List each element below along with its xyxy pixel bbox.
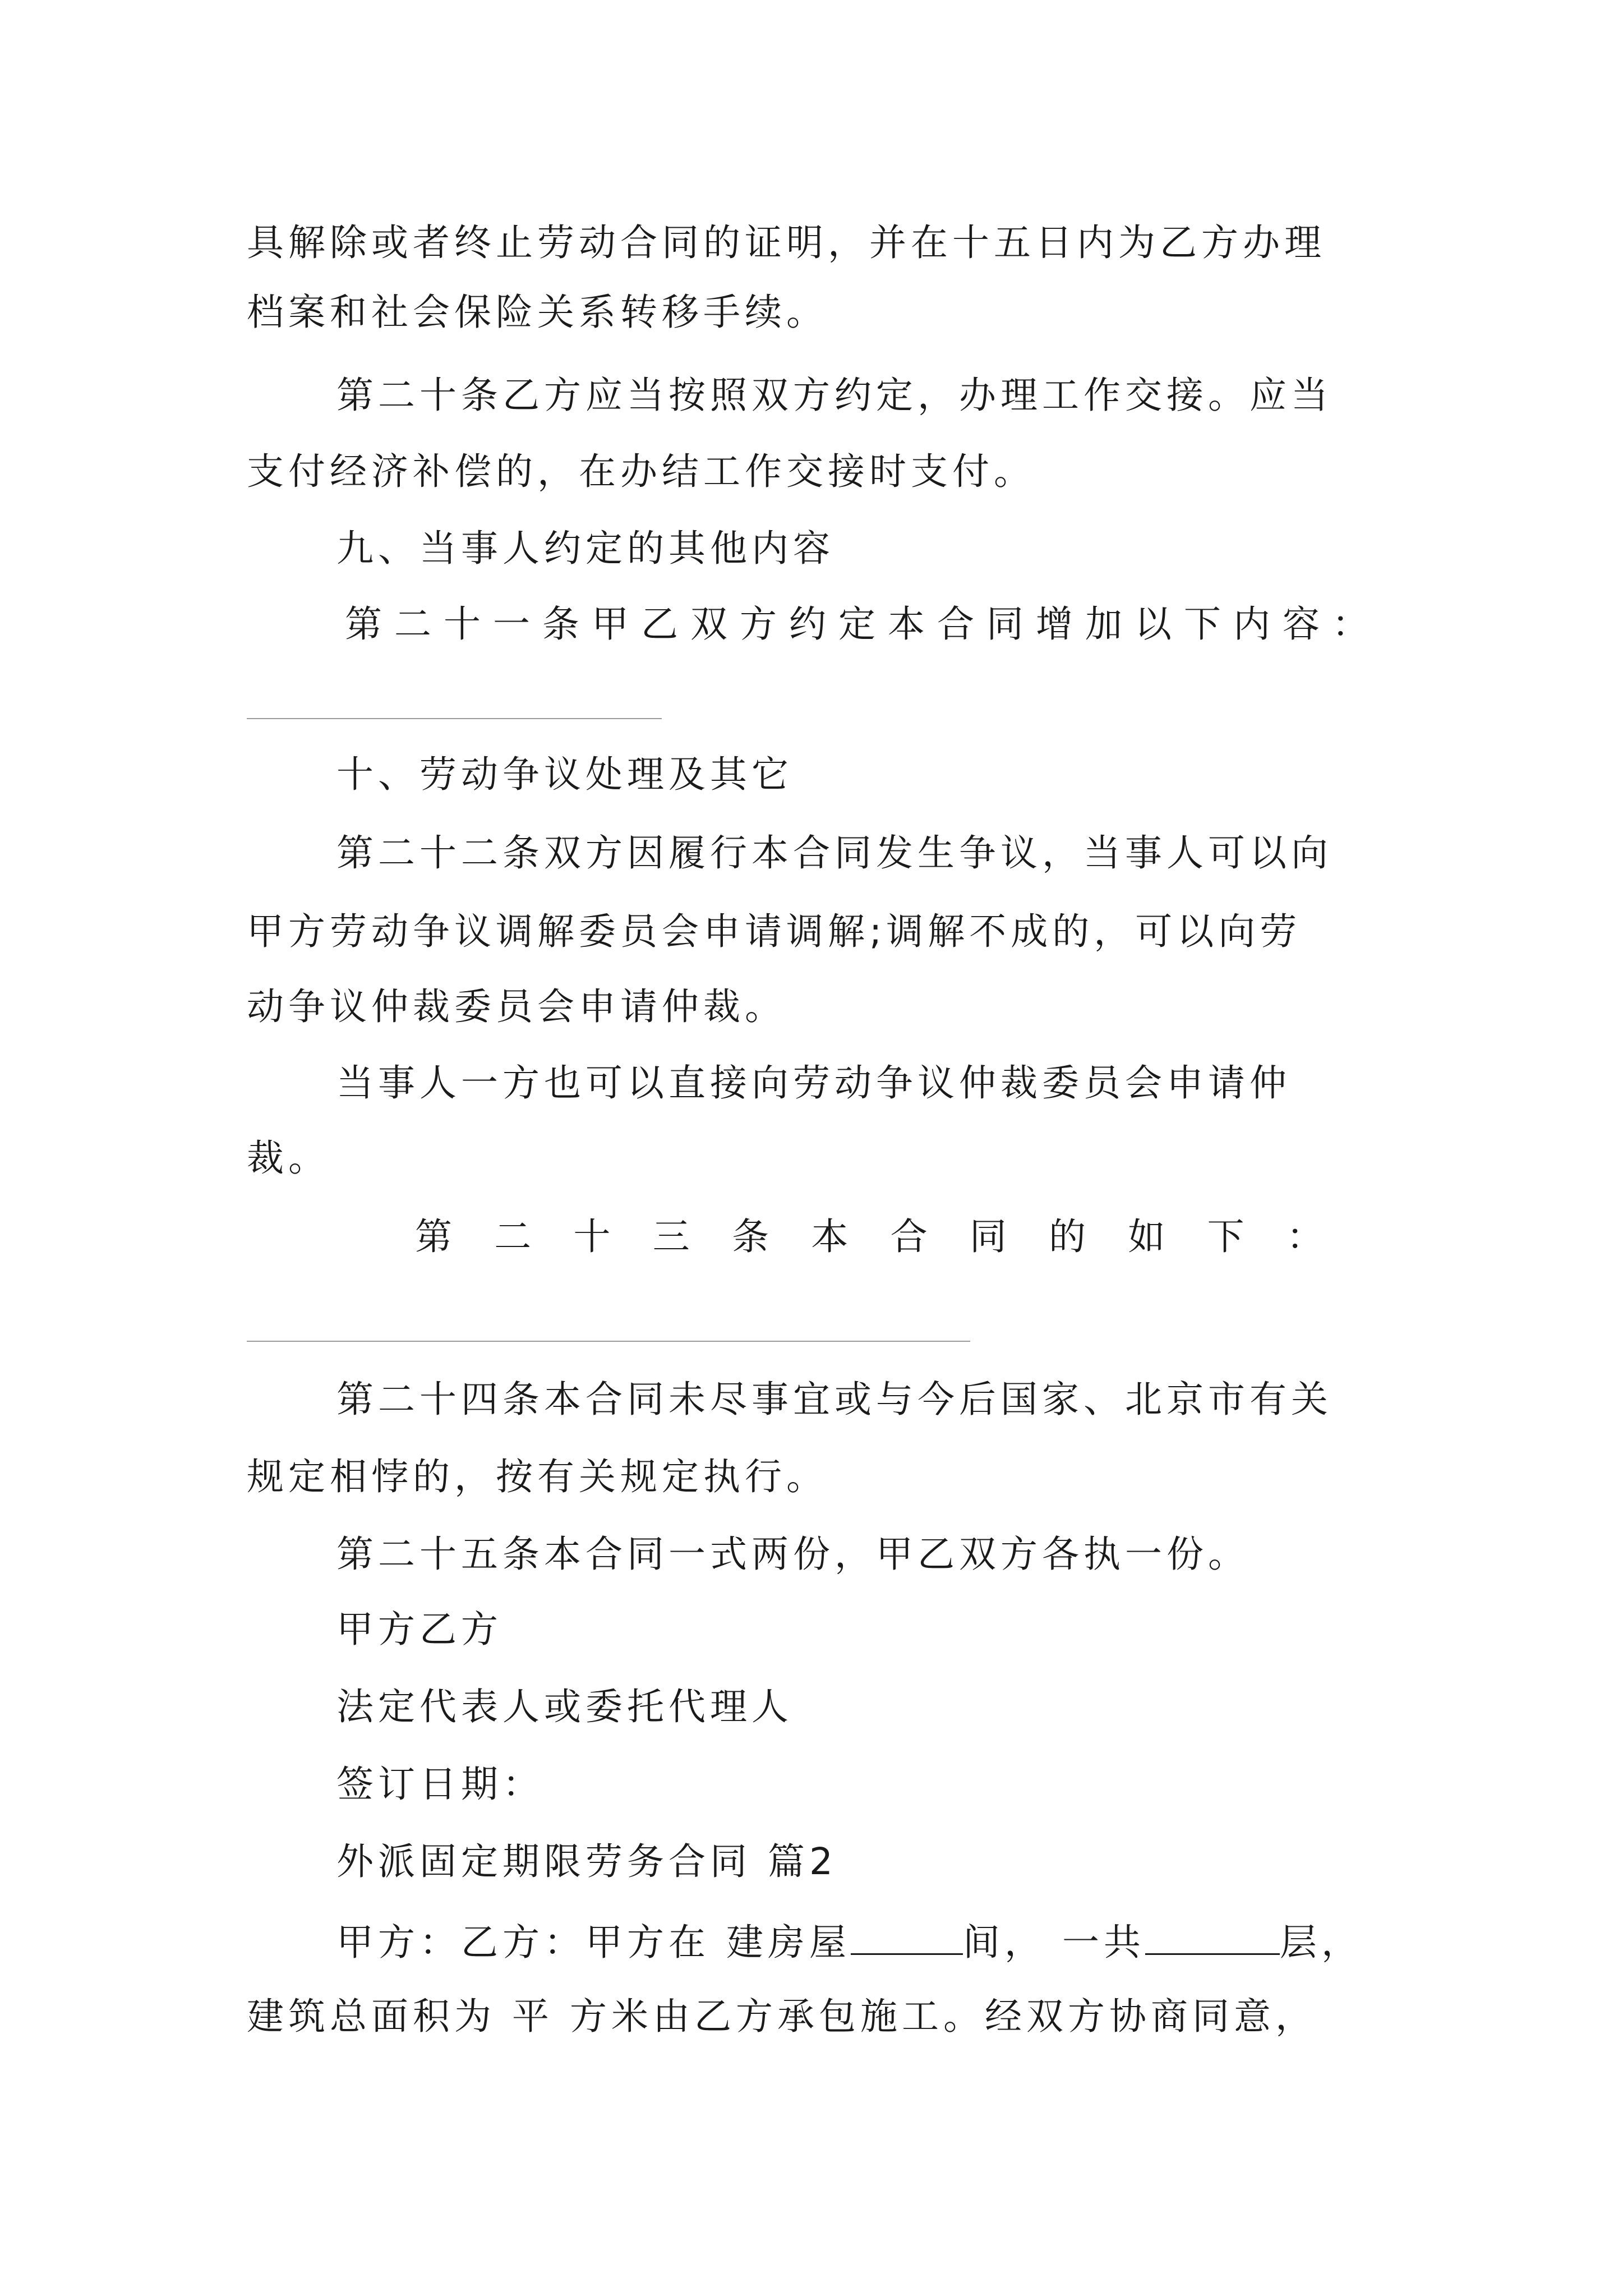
paragraph-line: 规定相悖的，按有关规定执行。	[247, 1455, 828, 1498]
fill-in-blank-line	[247, 718, 662, 719]
paragraph-line: 支付经济补偿的，在办结工作交接时支付。	[247, 450, 1035, 493]
fill-in-blank	[1145, 1921, 1280, 1955]
article-23-char: 合	[890, 1215, 928, 1258]
paragraph-line: 档案和社会保险关系转移手续。	[247, 291, 828, 334]
fill-in-blank	[851, 1921, 963, 1955]
paragraph-line: 动争议仲裁委员会申请仲裁。	[247, 985, 786, 1028]
article-23-char: 同	[969, 1215, 1007, 1258]
article-23-char: 条	[732, 1215, 769, 1258]
text-segment: 层，	[1279, 1921, 1363, 1964]
section-heading: 九、当事人约定的其他内容	[336, 527, 834, 570]
article-23-char: 第	[415, 1215, 452, 1258]
paragraph-line: 第二十四条本合同未尽事宜或与今后国家、北京市有关	[336, 1378, 1332, 1421]
signature-representative-label: 法定代表人或委托代理人	[336, 1685, 793, 1728]
article-23-char: 的	[1049, 1215, 1086, 1258]
article-23-char: 下	[1207, 1215, 1244, 1258]
text-segment: 间， 一共	[962, 1921, 1145, 1964]
signature-date-label: 签订日期：	[336, 1763, 544, 1806]
paragraph-line: 第二十五条本合同一式两份，甲乙双方各执一份。	[336, 1533, 1249, 1576]
paragraph-line: 第二十二条双方因履行本合同发生争议，当事人可以向	[336, 831, 1332, 875]
article-23-char: 三	[652, 1215, 690, 1258]
article-23-char: 十	[573, 1215, 611, 1258]
article-23-char: 二	[494, 1215, 532, 1258]
paragraph-line: 第二十一条甲乙双方约定本合同增加以下内容：	[345, 602, 1381, 646]
text-segment: 甲方：乙方：甲方在 建房屋	[336, 1921, 851, 1964]
section-heading: 十、劳动争议处理及其它	[336, 753, 793, 796]
signature-party-label: 甲方乙方	[336, 1608, 502, 1651]
paragraph-line: 具解除或者终止劳动合同的证明，并在十五日内为乙方办理	[247, 221, 1326, 264]
article-23-char: ：	[1286, 1215, 1324, 1258]
article-23-line	[415, 1215, 1324, 1258]
article-23-char: 如	[1128, 1215, 1165, 1258]
fill-in-blank-line	[247, 1341, 970, 1342]
paragraph-line: 建筑总面积为 平 方米由乙方承包施工。经双方协商同意，	[247, 1995, 1317, 2038]
paragraph-line: 裁。	[247, 1137, 330, 1180]
paragraph-line: 甲方劳动争议调解委员会申请调解;调解不成的，可以向劳	[247, 910, 1302, 953]
article-23-char: 本	[811, 1215, 849, 1258]
paragraph-line: 当事人一方也可以直接向劳动争议仲裁委员会申请仲	[336, 1061, 1291, 1105]
paragraph-line: 第二十条乙方应当按照双方约定，办理工作交接。应当	[336, 374, 1332, 417]
paragraph-line	[336, 1921, 1363, 1964]
document-subtitle: 外派固定期限劳务合同 篇2	[336, 1840, 837, 1883]
